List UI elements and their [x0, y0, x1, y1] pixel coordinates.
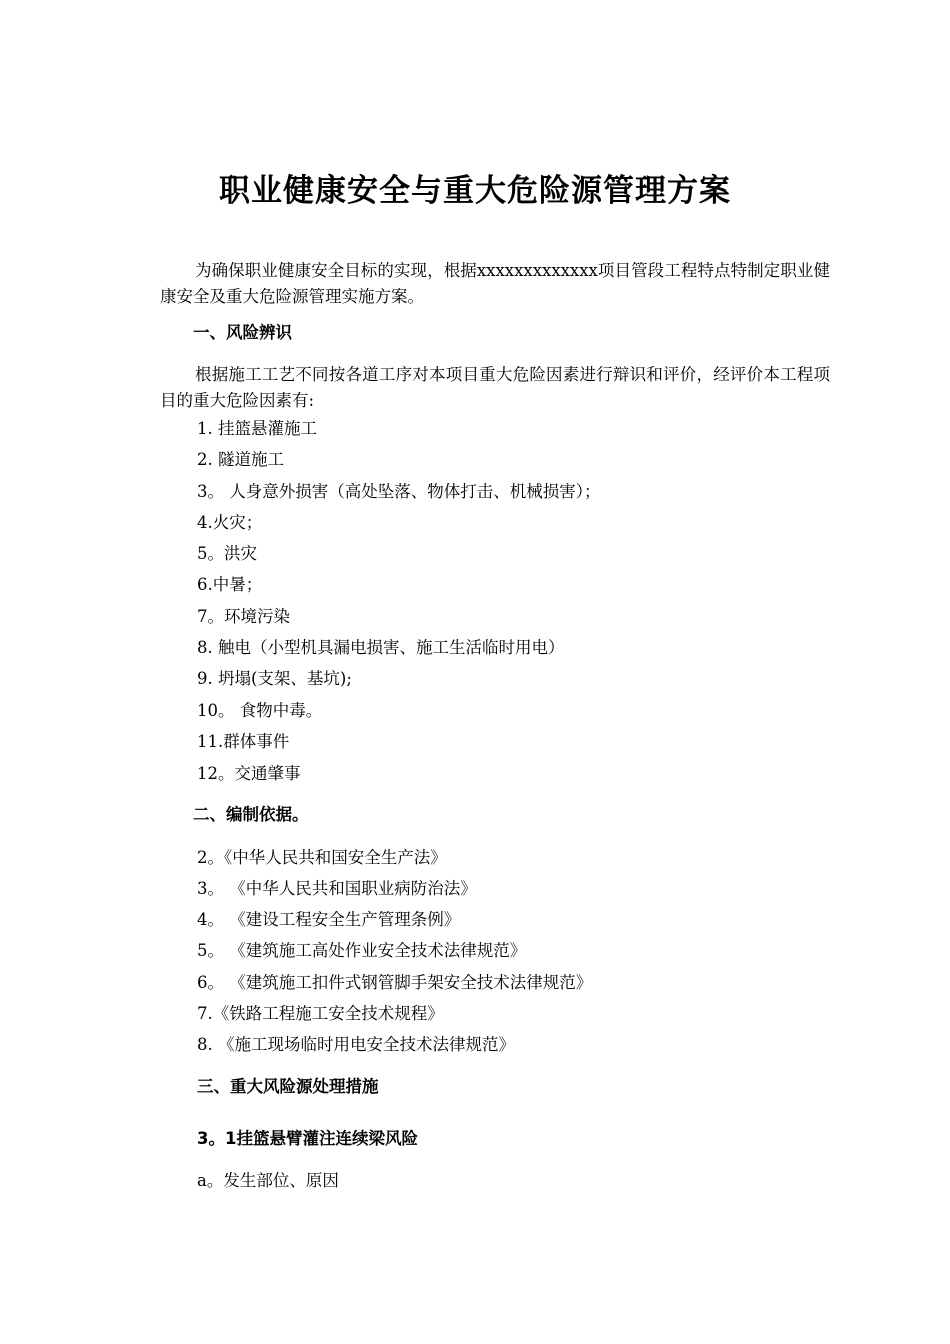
list-item: 5。洪灾 [197, 544, 257, 563]
document-title: 职业健康安全与重大危险源管理方案 [219, 173, 731, 209]
list-item: 2. 隧道施工 [197, 450, 284, 469]
section2-heading: 二、编制依据。 [193, 805, 309, 824]
list-item: 3。 人身意外损害（高处坠落、物体打击、机械损害）； [197, 482, 601, 501]
list-item: 5。 《建筑施工高处作业安全技术法律规范》 [197, 941, 527, 960]
list-item: 11.群体事件 [197, 732, 290, 751]
list-item: 8. 触电（小型机具漏电损害、施工生活临时用电） [197, 638, 565, 657]
list-item: a。发生部位、原因 [197, 1171, 339, 1190]
list-item: 3。 《中华人民共和国职业病防治法》 [197, 879, 477, 898]
section1-heading: 一、风险辨识 [193, 323, 292, 342]
list-item: 1. 挂篮悬灌施工 [197, 419, 317, 438]
list-item: 9. 坍塌(支架、基坑); [197, 669, 352, 688]
list-item: 10。 食物中毒。 [197, 701, 323, 720]
list-item: 6.中暑； [197, 575, 263, 594]
list-item: 12。交通肇事 [197, 764, 301, 783]
intro-paragraph: 为确保职业健康安全目标的实现，根据xxxxxxxxxxxxx项目管段工程特点特制定职业健康安全及重大危险源管理实施方案。 [160, 261, 830, 306]
section1-paragraph: 根据施工工艺不同按各道工序对本项目重大危险因素进行辩识和评价，经评价本工程项目的重大危险因素有: [160, 365, 830, 410]
section3-subheading: 3。1挂篮悬臂灌注连续梁风险 [197, 1129, 418, 1148]
section3-heading: 三、重大风险源处理措施 [197, 1077, 379, 1096]
list-item: 8. 《施工现场临时用电安全技术法律规范》 [197, 1035, 515, 1054]
list-item: 2。《中华人民共和国安全生产法》 [197, 848, 447, 867]
list-item: 4.火灾； [197, 513, 263, 532]
list-item: 4。 《建设工程安全生产管理条例》 [197, 910, 461, 929]
list-item: 6。 《建筑施工扣件式钢管脚手架安全技术法律规范》 [197, 973, 593, 992]
list-item: 7.《铁路工程施工安全技术规程》 [197, 1004, 444, 1023]
list-item: 7。环境污染 [197, 607, 290, 626]
